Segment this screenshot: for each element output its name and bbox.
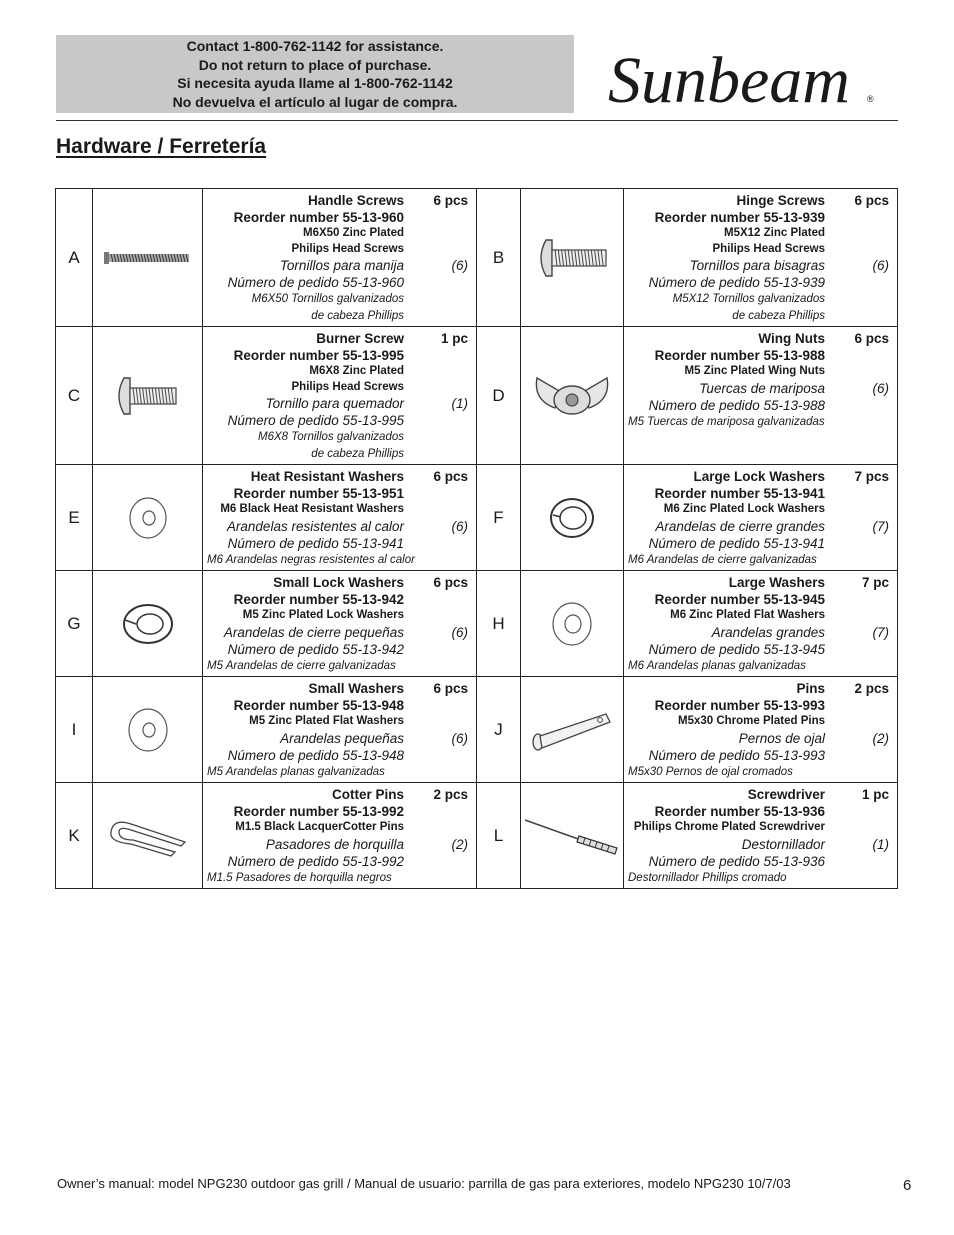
item-spec: M5x30 Chrome Plated Pins <box>678 715 825 727</box>
clevis-pin-icon <box>521 677 624 783</box>
item-qty: 6 pcs <box>433 469 468 484</box>
item-spec: M1.5 Black LacquerCotter Pins <box>235 821 404 833</box>
registered-mark: ® <box>867 94 874 104</box>
item-spec-es: M6X8 Tornillos galvanizados <box>258 431 404 443</box>
item-reorder-es: Número de pedido 55-13-941 <box>648 535 825 551</box>
item-spec: M5X12 Zinc Plated <box>724 227 825 239</box>
screwdriver-icon <box>521 783 624 889</box>
item-description <box>624 327 898 465</box>
header-rule <box>56 120 898 121</box>
hardware-row <box>56 783 898 889</box>
item-qty-es: (2) <box>872 730 889 746</box>
hardware-row <box>56 465 898 571</box>
item-qty: 1 pc <box>861 787 889 802</box>
item-name-es: Destornillador <box>741 836 825 852</box>
item-name: Heat Resistant Washers <box>250 469 404 484</box>
item-qty-es: (2) <box>451 836 468 852</box>
sunbeam-logo <box>604 36 880 118</box>
machine-screw-medium-icon <box>521 189 624 327</box>
item-description <box>203 327 477 465</box>
item-qty: 6 pcs <box>433 193 468 208</box>
item-description <box>203 677 477 783</box>
item-spec-es: M1.5 Pasadores de horquilla negros <box>207 871 392 884</box>
item-name: Cotter Pins <box>331 787 404 802</box>
item-reorder: Reorder number 55-13-945 <box>654 592 825 607</box>
item-qty-es: (6) <box>872 380 889 396</box>
item-letter: L <box>477 783 521 889</box>
item-reorder: Reorder number 55-13-995 <box>233 348 404 363</box>
item-qty-es: (6) <box>451 258 468 273</box>
item-name-es: Arandelas de cierre pequeñas <box>223 624 404 640</box>
hardware-row <box>56 327 898 465</box>
item-reorder: Reorder number 55-13-993 <box>654 698 825 713</box>
item-name-es: Arandelas de cierre grandes <box>655 518 825 534</box>
item-description <box>203 465 477 571</box>
item-spec-es: de cabeza Phillips <box>732 309 825 322</box>
item-qty: 7 pcs <box>854 469 889 484</box>
lock-washer-large-icon <box>521 465 624 571</box>
hardware-row <box>56 571 898 677</box>
item-name-es: Tornillo para quemador <box>265 396 404 411</box>
item-reorder-es: Número de pedido 55-13-993 <box>648 747 825 763</box>
item-spec-es: Destornillador Phillips cromado <box>628 871 787 884</box>
item-spec: M6X8 Zinc Plated <box>309 365 404 377</box>
cotter-pin-icon <box>93 783 203 889</box>
item-spec-es: M5 Arandelas de cierre galvanizadas <box>207 659 396 672</box>
item-letter: F <box>477 465 521 571</box>
item-spec-es: M6 Arandelas planas galvanizadas <box>628 659 806 672</box>
item-reorder-es: Número de pedido 55-13-941 <box>227 535 404 551</box>
item-reorder-es: Número de pedido 55-13-960 <box>227 275 404 290</box>
item-description <box>203 189 477 327</box>
item-spec: Philips Chrome Plated Screwdriver <box>633 821 825 833</box>
item-spec-es: M6 Arandelas negras resistentes al calor <box>207 553 415 566</box>
item-reorder: Reorder number 55-13-948 <box>233 698 404 713</box>
item-name-es: Arandelas resistentes al calor <box>226 518 404 534</box>
item-spec: M6X50 Zinc Plated <box>303 227 404 239</box>
wing-nut-icon <box>521 327 624 465</box>
item-name: Wing Nuts <box>758 331 825 346</box>
item-name: Handle Screws <box>307 193 404 208</box>
item-spec-es: de cabeza Phillips <box>311 309 404 322</box>
item-name-es: Pasadores de horquilla <box>265 836 404 852</box>
item-spec-es: de cabeza Phillips <box>311 447 404 460</box>
item-spec: Philips Head Screws <box>291 242 404 255</box>
small-washer-icon <box>93 677 203 783</box>
item-name: Large Lock Washers <box>693 469 825 484</box>
item-spec-es: M5 Arandelas planas galvanizadas <box>207 765 385 778</box>
item-name-es: Tuercas de mariposa <box>699 380 825 396</box>
item-reorder-es: Número de pedido 55-13-942 <box>227 641 404 657</box>
large-washer-icon <box>521 571 624 677</box>
item-qty: 6 pcs <box>854 331 889 346</box>
item-spec-es: M5X12 Tornillos galvanizados <box>672 293 825 305</box>
item-name-es: Arandelas grandes <box>711 624 825 640</box>
item-reorder-es: Número de pedido 55-13-992 <box>227 853 404 869</box>
item-qty-es: (6) <box>451 518 468 534</box>
item-spec: M5 Zinc Plated Wing Nuts <box>684 365 825 377</box>
item-spec-es: M5 Tuercas de mariposa galvanizadas <box>628 415 825 428</box>
item-letter: I <box>56 677 93 783</box>
item-reorder: Reorder number 55-13-936 <box>654 804 825 819</box>
item-qty-es: (7) <box>872 624 889 640</box>
item-qty: 2 pcs <box>433 787 468 802</box>
machine-screw-short-icon <box>93 327 203 465</box>
item-description <box>624 571 898 677</box>
item-spec: M5 Zinc Plated Flat Washers <box>249 715 404 727</box>
item-reorder-es: Número de pedido 55-13-939 <box>648 275 825 290</box>
item-name: Hinge Screws <box>736 193 825 208</box>
item-reorder: Reorder number 55-13-942 <box>233 592 404 607</box>
hardware-row <box>56 189 898 327</box>
item-reorder: Reorder number 55-13-992 <box>233 804 404 819</box>
item-spec-es: M6X50 Tornillos galvanizados <box>251 293 404 305</box>
item-qty: 7 pc <box>861 575 889 590</box>
item-letter: C <box>56 327 93 465</box>
item-letter: E <box>56 465 93 571</box>
page-number: 6 <box>903 1177 912 1194</box>
item-qty-es: (1) <box>872 836 889 852</box>
item-letter: H <box>477 571 521 677</box>
item-qty: 6 pcs <box>433 681 468 696</box>
item-spec-es: M6 Arandelas de cierre galvanizadas <box>628 553 817 566</box>
item-spec: M6 Zinc Plated Lock Washers <box>663 503 825 515</box>
item-reorder-es: Número de pedido 55-13-945 <box>648 641 825 657</box>
item-qty: 2 pcs <box>854 681 889 696</box>
item-qty-es: (6) <box>451 624 468 640</box>
hardware-table <box>55 188 898 889</box>
item-description <box>203 571 477 677</box>
item-name-es: Tornillos para bisagras <box>689 258 825 273</box>
brand-wordmark: Sunbeam <box>608 44 850 117</box>
flat-washer-icon <box>93 465 203 571</box>
item-letter: K <box>56 783 93 889</box>
hardware-row <box>56 677 898 783</box>
item-spec: Philips Head Screws <box>291 380 404 393</box>
item-letter: D <box>477 327 521 465</box>
item-name: Small Lock Washers <box>273 575 404 590</box>
item-letter: J <box>477 677 521 783</box>
item-reorder: Reorder number 55-13-960 <box>233 210 404 225</box>
item-spec: M6 Black Heat Resistant Washers <box>220 503 404 515</box>
item-description <box>624 783 898 889</box>
item-qty-es: (6) <box>872 258 889 273</box>
item-qty: 6 pcs <box>433 575 468 590</box>
item-name: Large Washers <box>728 575 825 590</box>
item-description <box>624 465 898 571</box>
item-qty-es: (1) <box>451 396 468 411</box>
item-description <box>624 677 898 783</box>
item-reorder: Reorder number 55-13-939 <box>654 210 825 225</box>
item-name-es: Tornillos para manija <box>279 258 404 273</box>
contact-line: Si necesita ayuda llame al 1-800-762-1142 <box>177 75 453 91</box>
contact-line: Contact 1-800-762-1142 for assistance. <box>186 38 444 54</box>
item-spec-es: M5x30 Pernos de ojal cromados <box>628 765 793 778</box>
contact-box <box>56 35 574 113</box>
item-qty: 6 pcs <box>854 193 889 208</box>
item-reorder-es: Número de pedido 55-13-948 <box>227 747 404 763</box>
item-qty: 1 pc <box>440 331 468 346</box>
item-spec: Philips Head Screws <box>712 242 825 255</box>
item-letter: A <box>56 189 93 327</box>
item-spec: M6 Zinc Plated Flat Washers <box>670 609 825 621</box>
item-reorder: Reorder number 55-13-941 <box>654 486 825 501</box>
item-description <box>203 783 477 889</box>
item-name-es: Arandelas pequeñas <box>280 730 404 746</box>
item-reorder: Reorder number 55-13-951 <box>233 486 404 501</box>
item-letter: B <box>477 189 521 327</box>
machine-screw-long-icon <box>93 189 203 327</box>
item-name: Screwdriver <box>747 787 825 802</box>
item-letter: G <box>56 571 93 677</box>
item-name: Pins <box>796 681 825 696</box>
item-reorder-es: Número de pedido 55-13-936 <box>648 853 825 869</box>
lock-washer-small-icon <box>93 571 203 677</box>
contact-line: No devuelva el artículo al lugar de compra. <box>172 93 458 110</box>
item-reorder-es: Número de pedido 55-13-988 <box>648 397 825 413</box>
section-title: Hardware / Ferretería <box>56 135 267 158</box>
item-name: Burner Screw <box>316 331 404 346</box>
item-name: Small Washers <box>308 681 404 696</box>
item-reorder: Reorder number 55-13-988 <box>654 348 825 363</box>
contact-line: Do not return to place of purchase. <box>198 56 432 73</box>
item-qty-es: (6) <box>451 730 468 746</box>
item-qty-es: (7) <box>872 518 889 534</box>
item-name-es: Pernos de ojal <box>738 730 825 746</box>
item-reorder-es: Número de pedido 55-13-995 <box>227 413 404 428</box>
item-spec: M5 Zinc Plated Lock Washers <box>242 609 404 621</box>
item-description <box>624 189 898 327</box>
footer-text: Owner’s manual: model NPG230 outdoor gas grill / Manual de usuario: parrilla de gas para exteriores, modelo NPG230 10/7/03 <box>57 1176 791 1191</box>
